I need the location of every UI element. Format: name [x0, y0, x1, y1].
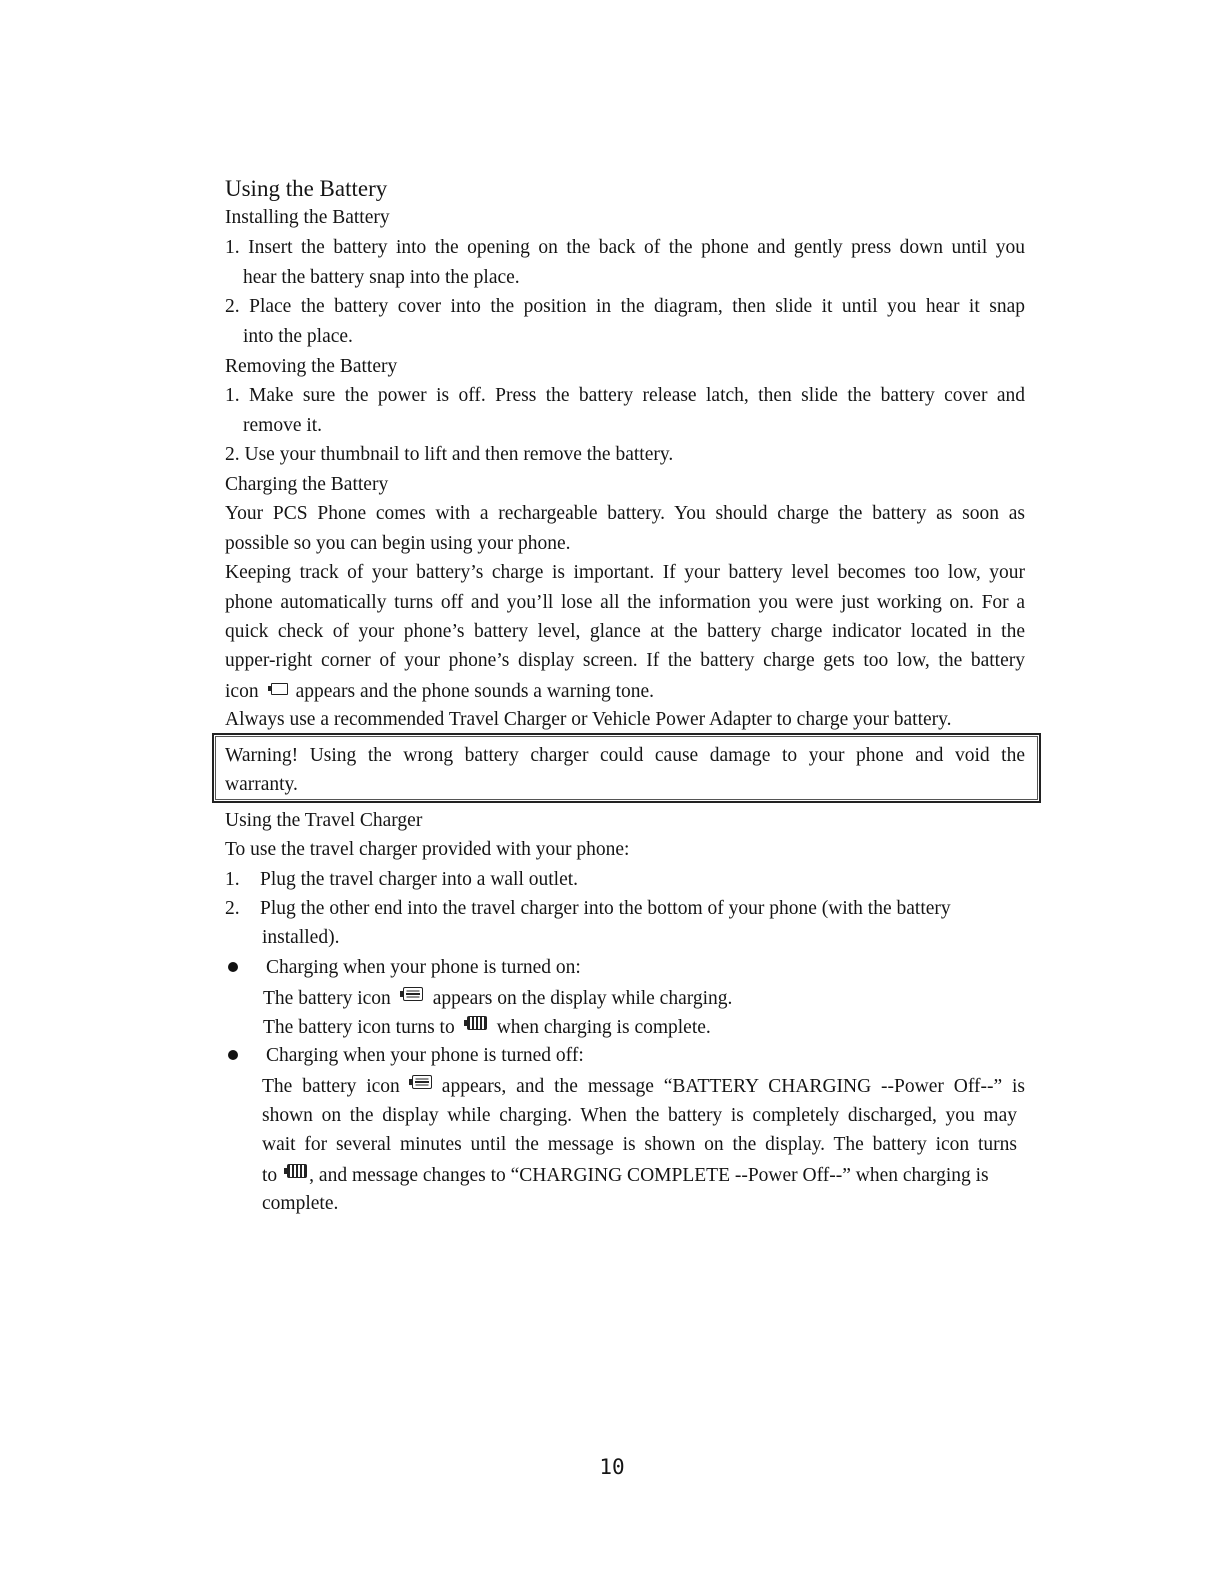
travel-step-1-number: 1.: [225, 869, 240, 890]
travel-step-1: Plug the travel charger into a wall outlet.: [260, 869, 579, 890]
phone-off-line-4: [262, 1164, 989, 1188]
battery-full-icon: [467, 1016, 487, 1030]
charging-para-2-line-3: quick check of your phone’s battery level, glance at the battery charge indicator located in the: [225, 621, 1025, 642]
phone-off-line-1-end: appears, and the message “BATTERY CHARGING --Power Off--” is: [441, 1076, 1025, 1097]
icon-sentence-start: icon: [225, 681, 259, 702]
bullet-phone-on: [228, 962, 238, 972]
install-step-1-line-1: 1. Insert the battery into the opening on the back of the phone and gently press down until you: [225, 237, 1025, 258]
icon-sentence-end: appears and the phone sounds a warning tone.: [295, 681, 655, 702]
install-step-1-line-2: hear the battery snap into the place.: [243, 267, 520, 288]
travel-step-2-line-2: installed).: [262, 927, 340, 948]
install-step-2-line-2: into the place.: [243, 326, 353, 347]
phone-on-line-2-end: when charging is complete.: [496, 1017, 711, 1038]
installing-heading: Installing the Battery: [225, 207, 390, 228]
bullet-phone-off: [228, 1050, 238, 1060]
charging-para-1-line-2: possible so you can begin using your phone.: [225, 533, 571, 554]
charging-para-3: Always use a recommended Travel Charger or Vehicle Power Adapter to charge your battery.: [225, 709, 952, 730]
battery-charging-icon: [412, 1075, 432, 1089]
charging-para-2-line-4: upper-right corner of your phone’s display screen. If the battery charge gets too low, the battery: [225, 650, 1025, 671]
phone-on-line-2-start: The battery icon turns to: [263, 1017, 455, 1038]
travel-step-2-number: 2.: [225, 898, 240, 919]
charging-para-2-line-2: phone automatically turns off and you’ll lose all the information you were just working on. For a: [225, 592, 1025, 613]
phone-off-heading: Charging when your phone is turned off:: [266, 1045, 584, 1066]
battery-charging-icon: [403, 987, 423, 1001]
phone-off-line-2: shown on the display while charging. When the battery is completely discharged, you may: [262, 1105, 1017, 1126]
page-title: Using the Battery: [225, 176, 388, 201]
battery-empty-icon: [271, 683, 288, 695]
phone-on-line-1-start: The battery icon: [263, 988, 391, 1009]
page-number: 10: [599, 1455, 625, 1479]
warning-line-2: warranty.: [225, 774, 298, 795]
phone-off-line-5: complete.: [262, 1193, 339, 1214]
remove-step-1-line-2: remove it.: [243, 415, 323, 436]
battery-full-icon: [287, 1164, 307, 1178]
charging-para-2-line-5: [225, 680, 654, 704]
warning-line-1: Warning! Using the wrong battery charger could cause damage to your phone and void the: [225, 745, 1025, 766]
phone-off-line-4-end: , and message changes to “CHARGING COMPLETE --Power Off--” when charging is: [309, 1165, 989, 1186]
charging-para-2-line-1: Keeping track of your battery’s charge is important. If your battery level becomes too low, your: [225, 562, 1025, 583]
travel-charger-heading: Using the Travel Charger: [225, 810, 423, 831]
travel-intro: To use the travel charger provided with your phone:: [225, 839, 630, 860]
phone-off-line-3: wait for several minutes until the message is shown on the display. The battery icon turns: [262, 1134, 1017, 1155]
phone-on-line-2: [263, 1016, 711, 1040]
phone-off-line-1-start: The battery icon: [262, 1076, 400, 1097]
removing-heading: Removing the Battery: [225, 356, 398, 377]
phone-off-line-4-start: to: [262, 1165, 278, 1186]
travel-step-2-line-1: Plug the other end into the travel charger into the bottom of your phone (with the battery: [260, 898, 951, 919]
charging-para-1-line-1: Your PCS Phone comes with a rechargeable battery. You should charge the battery as soon as: [225, 503, 1025, 524]
charging-heading: Charging the Battery: [225, 474, 389, 495]
remove-step-1-line-1: 1. Make sure the power is off. Press the battery release latch, then slide the battery cover and: [225, 385, 1025, 406]
remove-step-2: 2. Use your thumbnail to lift and then remove the battery.: [225, 444, 674, 465]
phone-on-heading: Charging when your phone is turned on:: [266, 957, 581, 978]
install-step-2-line-1: 2. Place the battery cover into the position in the diagram, then slide it until you hear it snap: [225, 296, 1025, 317]
phone-on-line-1-end: appears on the display while charging.: [432, 988, 733, 1009]
phone-off-line-1: [262, 1075, 1025, 1099]
phone-on-line-1: [263, 987, 732, 1011]
